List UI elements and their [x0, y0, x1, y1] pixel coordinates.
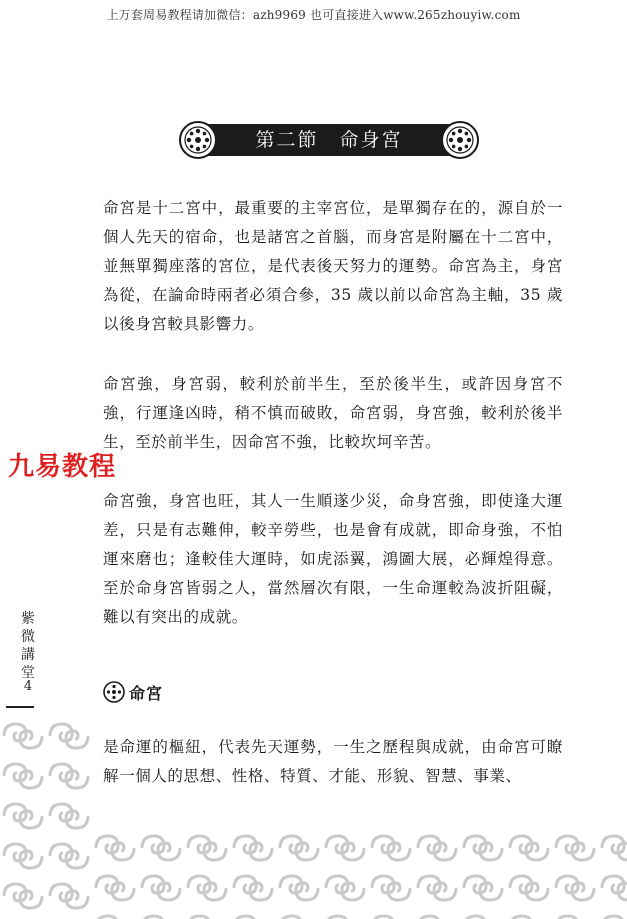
paragraph-text: 命宮是十二宮中，最重要的主宰宮位，是單獨存在的，源自於一個人先天的宿命，也是諸宮之首腦，而身宮是附屬在十二宮中，並無單獨座落的宮位，是代表後天努力的運勢。命宮為主，身宮為從，在論命時兩者必須合參，35 歲以前以命宮為主軸，35 歲以後身宮較具影響力。: [103, 199, 563, 333]
section-heading: [103, 680, 163, 704]
body-paragraph: [103, 370, 563, 457]
book-title-char: 微: [21, 629, 35, 645]
flower-bullet-icon: [103, 681, 125, 703]
chapter-header: [178, 120, 478, 160]
side-divider: [6, 706, 34, 708]
book-title-vertical: [16, 610, 40, 682]
paragraph-text: 命宮強，身宮弱，較利於前半生，至於後半生，或許因身宮不強，行運逢凶時，稍不慎而破敗，命宮弱，身宮強，較利於後半生，至於前半生，因命宮不強，比較坎坷辛苦。: [103, 375, 563, 451]
chapter-title: 第二節 命身宮: [255, 129, 403, 151]
section-title: 命宮: [129, 683, 164, 703]
top-promo-note: 上万套周易教程请加微信：azh9969 也可直接进入www.265zhouyiw.com: [106, 8, 521, 22]
book-title-char: 堂: [21, 665, 35, 681]
book-title-char: 講: [21, 647, 35, 663]
paragraph-text: 是命運的樞紐，代表先天運勢，一生之歷程與成就，由命宮可瞭解一個人的思想、性格、特質、才能、形貌、智慧、事業、: [103, 738, 563, 785]
page-number: 4: [23, 679, 33, 694]
body-paragraph: [103, 194, 563, 339]
body-paragraph: [103, 733, 563, 791]
paragraph-text: 命宮強，身宮也旺，其人一生順遂少災，命身宮強，即使逢大運差，只是有志難伸，較辛勞些，也是會有成就，即命身強，不怕運來磨也；逢較佳大運時，如虎添翼，鴻圖大展，必輝煌得意。至於命身宮皆弱之人，當然層次有限，一生命運較為波折阻礙，難以有突出的成就。: [103, 492, 563, 626]
medallion-icon: [440, 120, 480, 160]
cloud-pattern-bottom: [92, 828, 627, 919]
medallion-icon: [178, 120, 218, 160]
book-title-chars: [16, 610, 40, 682]
watermark-logo: 九易教程: [8, 452, 117, 482]
book-title-char: 紫: [21, 611, 35, 627]
cloud-pattern-left: [0, 716, 92, 919]
body-paragraph: [103, 487, 563, 632]
